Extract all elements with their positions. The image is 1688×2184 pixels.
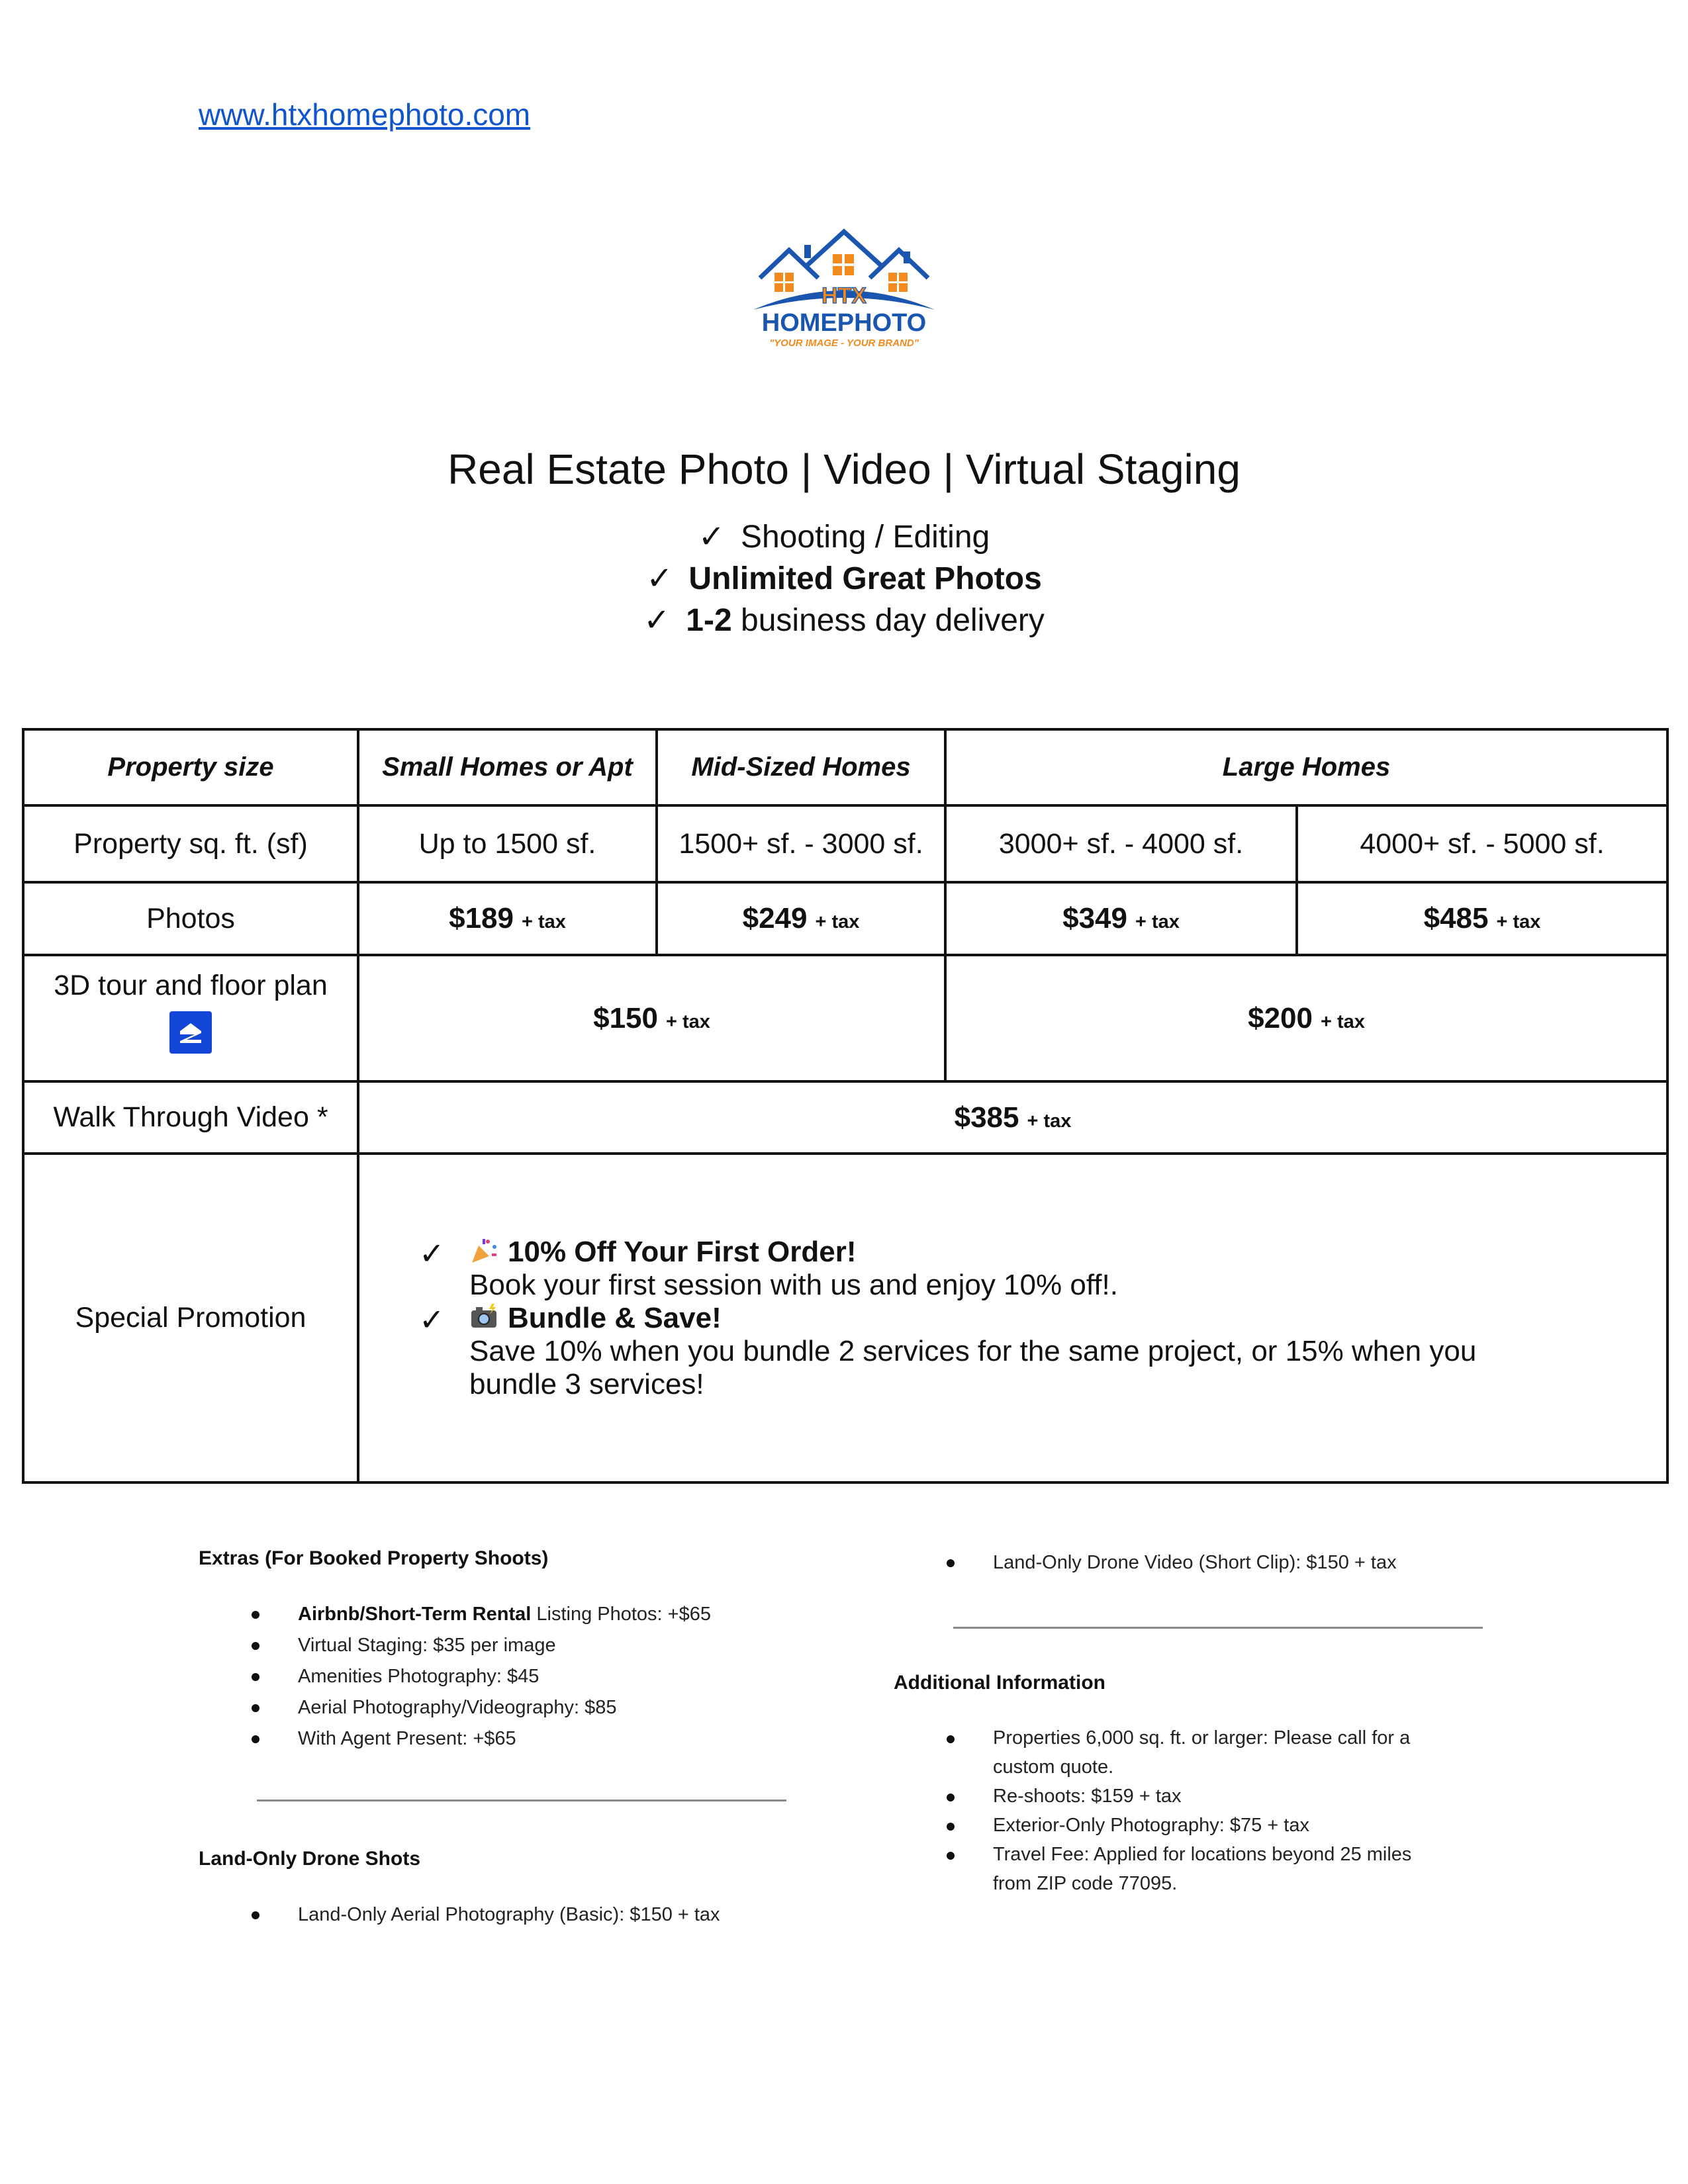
logo-tagline: "YOUR IMAGE - YOUR BRAND"	[769, 338, 919, 349]
drone-list	[199, 1899, 861, 1931]
tax-note: + tax	[1027, 1110, 1072, 1132]
tax-note: + tax	[521, 911, 566, 933]
price: $189	[449, 902, 514, 934]
price: $200	[1248, 1001, 1313, 1034]
header-large-homes: Large Homes	[945, 729, 1667, 805]
price: $150	[593, 1001, 658, 1034]
tax-note: + tax	[1320, 1011, 1365, 1032]
check-icon: ✓	[698, 518, 725, 555]
party-popper-icon	[469, 1236, 498, 1265]
price: $485	[1423, 902, 1489, 934]
check-icon: ✓	[643, 602, 671, 639]
table-row	[23, 882, 1667, 955]
list-item: Travel Fee: Applied for locations beyond 25 miles from ZIP code 77095.	[894, 1840, 1489, 1898]
photos-price-cell	[657, 882, 945, 955]
list-item: Airbnb/Short-Term Rental Listing Photos: +$65	[199, 1599, 861, 1630]
sqft-value: 1500+ sf. - 3000 sf.	[657, 805, 945, 882]
drone-title: Land-Only Drone Shots	[199, 1848, 421, 1870]
header-property-size: Property size	[23, 729, 358, 805]
logo-htx: HTX	[821, 283, 867, 308]
tax-note: + tax	[665, 1011, 710, 1032]
logo-homephoto: HOMEPHOTO	[761, 309, 927, 337]
tour-price-small	[358, 955, 945, 1081]
feature-item: ✓ Unlimited Great Photos	[0, 558, 1688, 600]
header-small-homes: Small Homes or Apt	[358, 729, 657, 805]
photos-price-cell	[1297, 882, 1667, 955]
feature-list	[0, 516, 1688, 641]
promo-item	[419, 1302, 1660, 1401]
list-item: With Agent Present: +$65	[199, 1723, 861, 1754]
list-item: Aerial Photography/Videography: $85	[199, 1692, 861, 1723]
extras-list	[199, 1599, 861, 1754]
tax-note: + tax	[815, 911, 860, 933]
table-row	[23, 729, 1667, 805]
tour-label: 3D tour and floor plan	[54, 970, 328, 1001]
price: $249	[742, 902, 808, 934]
price: $349	[1062, 902, 1127, 934]
additional-section	[894, 1672, 1489, 1898]
list-item: Exterior-Only Photography: $75 + tax	[894, 1811, 1489, 1840]
photos-label: Photos	[23, 882, 358, 955]
list-item: Virtual Staging: $35 per image	[199, 1630, 861, 1661]
pricing-table	[22, 728, 1669, 1484]
promo-1-title: 10% Off Your First Order!	[508, 1235, 857, 1268]
list-item: Land-Only Aerial Photography (Basic): $150 + tax	[199, 1899, 861, 1931]
check-icon: ✓	[646, 560, 673, 597]
sqft-value: 3000+ sf. - 4000 sf.	[945, 805, 1297, 882]
promo-label: Special Promotion	[23, 1154, 358, 1482]
tax-note: + tax	[1496, 911, 1541, 933]
table-row	[23, 1154, 1667, 1482]
promo-cell	[358, 1154, 1667, 1482]
feature-item: ✓ 1-2 business day delivery	[0, 600, 1688, 641]
drone-video-list	[894, 1547, 1489, 1578]
additional-list	[894, 1723, 1489, 1898]
promo-2-title: Bundle & Save!	[508, 1301, 722, 1334]
check-icon: ✓	[419, 1301, 445, 1338]
sqft-label: Property sq. ft. (sf)	[23, 805, 358, 882]
camera-flash-icon	[469, 1302, 498, 1332]
website-link[interactable]: www.htxhomephoto.com	[199, 97, 531, 132]
check-icon: ✓	[419, 1235, 445, 1271]
list-item: Amenities Photography: $45	[199, 1661, 861, 1692]
video-label: Walk Through Video *	[23, 1081, 358, 1154]
extras-section	[199, 1547, 861, 1931]
extras-title: Extras (For Booked Property Shoots)	[199, 1547, 549, 1569]
tax-note: + tax	[1135, 911, 1180, 933]
table-row	[23, 1081, 1667, 1154]
divider	[953, 1627, 1483, 1629]
sqft-value: Up to 1500 sf.	[358, 805, 657, 882]
sqft-value: 4000+ sf. - 5000 sf.	[1297, 805, 1667, 882]
video-price	[358, 1081, 1667, 1154]
additional-title: Additional Information	[894, 1672, 1105, 1694]
page-title: Real Estate Photo | Video | Virtual Staging	[447, 445, 1241, 493]
list-item: Land-Only Drone Video (Short Clip): $150 + tax	[894, 1547, 1489, 1578]
list-item: Re-shoots: $159 + tax	[894, 1782, 1489, 1811]
table-row	[23, 805, 1667, 882]
promo-1-text: Book your first session with us and enjoy 10% off!.	[469, 1268, 1118, 1301]
promo-2-text: Save 10% when you bundle 2 services for the same project, or 15% when you bundle 3 services!	[469, 1334, 1477, 1400]
feature-item: ✓ Shooting / Editing	[0, 516, 1688, 558]
promo-item	[419, 1236, 1660, 1302]
list-item: Properties 6,000 sq. ft. or larger: Please call for a custom quote.	[894, 1723, 1489, 1782]
photos-price-cell	[945, 882, 1297, 955]
table-row	[23, 955, 1667, 1081]
tour-label-cell	[23, 955, 358, 1081]
zillow-3d-home-icon	[169, 1011, 212, 1054]
htx-homephoto-logo	[748, 225, 940, 357]
price: $385	[954, 1101, 1019, 1134]
tour-price-large	[945, 955, 1667, 1081]
header-mid-homes: Mid-Sized Homes	[657, 729, 945, 805]
photos-price-cell	[358, 882, 657, 955]
divider	[257, 1799, 786, 1801]
